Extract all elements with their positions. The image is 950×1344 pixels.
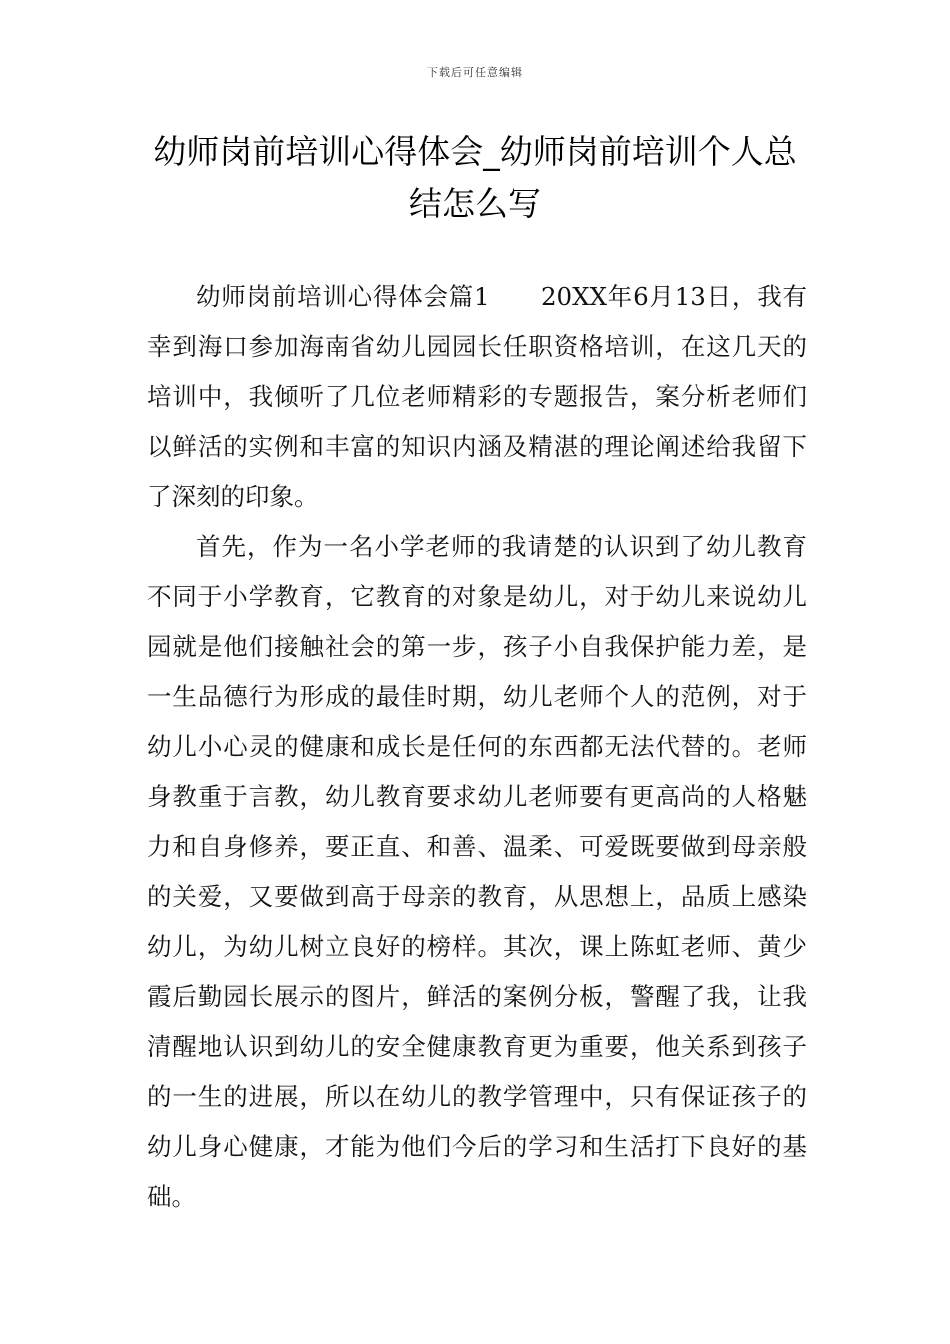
document-body [147, 272, 807, 1222]
paragraph-2: 首先，作为一名小学老师的我请楚的认识到了幼儿教育不同于小学教育，它教育的对象是幼儿，对于幼儿来说幼儿园就是他们接触社会的第一步，孩子小自我保护能力差，是一生品德行为形成的最佳时期，幼儿老师个人的范例，对于幼儿小心灵的健康和成长是任何的东西都无法代替的。老师身教重于言教，幼儿教育要求幼儿老师要有更高尚的人格魅力和自身修养，要正直、和善、温柔、可爱既要做到母亲般的关爱，又要做到高于母亲的教育，从思想上，品质上感染幼儿，为幼儿树立良好的榜样。其次，课上陈虹老师、黄少霞后勤园长展示的图片，鲜活的案例分板，警醒了我，让我清醒地认识到幼儿的安全健康教育更为重要，他关系到孩子的一生的进展，所以在幼儿的教学管理中，只有保证孩子的幼儿身心健康，才能为他们今后的学习和生活打下良好的基础。 [147, 532, 807, 1211]
header-note: 下载后可任意编辑 [427, 66, 523, 79]
document-title: 幼师岗前培训心得体会_幼师岗前培训个人总结怎么写 [153, 132, 797, 223]
paragraph-1: 幼师岗前培训心得体会篇1 20XX年6月13日，我有幸到海口参加海南省幼儿园园长任职资格培训，在这几天的培训中，我倾听了几位老师精彩的专题报告，案分析老师们以鲜活的实例和丰富的知识内涵及精湛的理论阐述给我留下了深刻的印象。 [147, 282, 807, 511]
